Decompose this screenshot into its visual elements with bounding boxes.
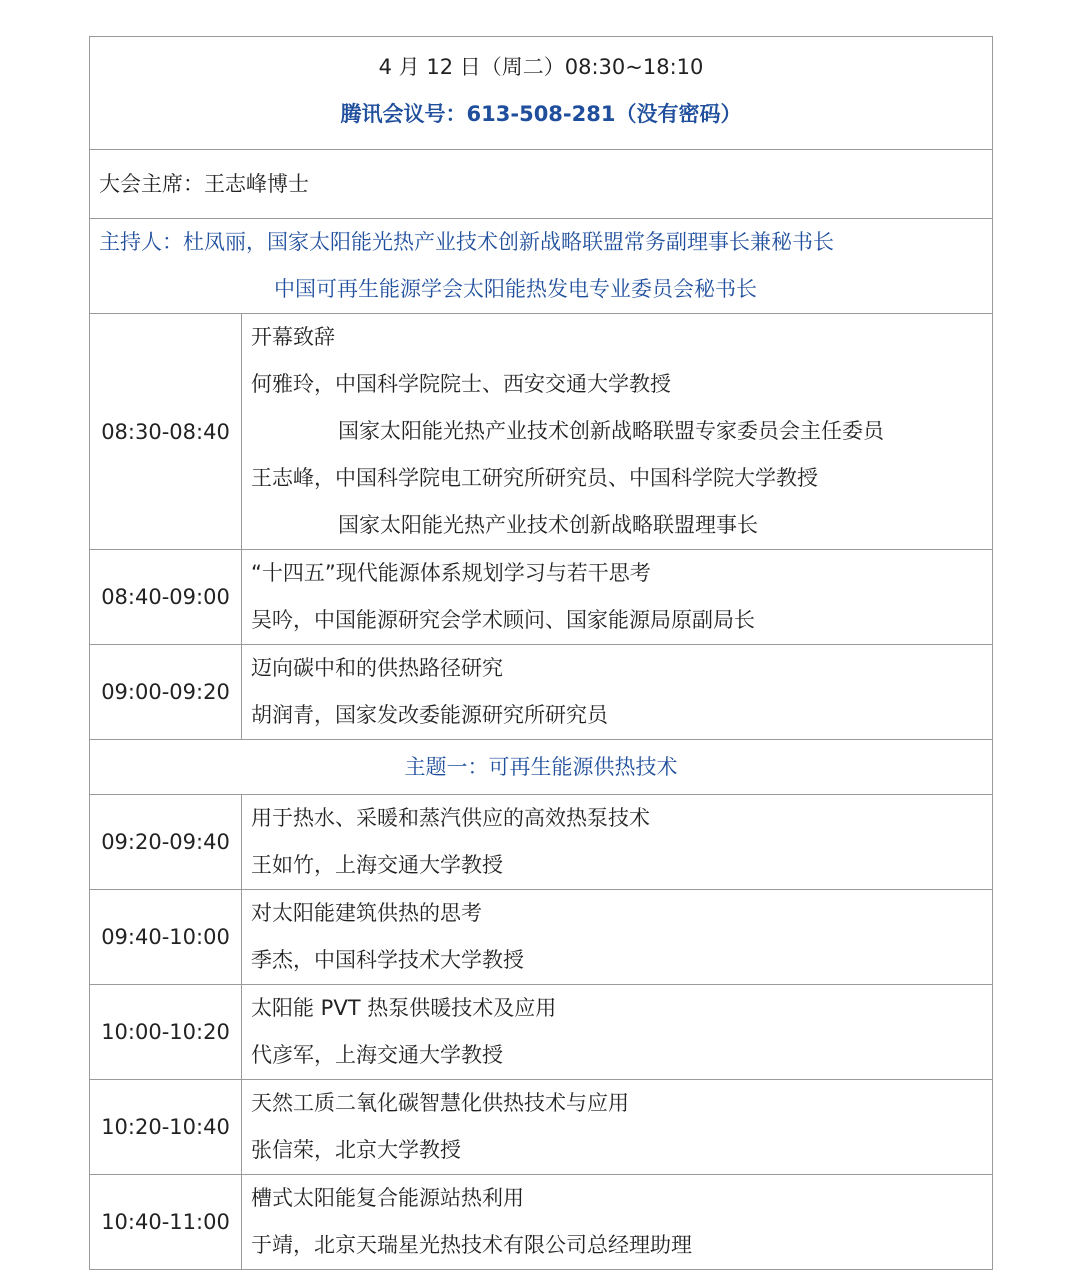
theme-row bbox=[90, 740, 993, 795]
session-time: 10:00-10:20 bbox=[90, 985, 242, 1080]
theme-cell bbox=[90, 740, 993, 795]
header-cell bbox=[90, 37, 993, 150]
session-speaker: 于靖，北京天瑞星光热技术有限公司总经理助理 bbox=[251, 1233, 692, 1257]
date-line: 4 月 12 日（周二）08:30~18:10 bbox=[378, 55, 704, 79]
chair-cell bbox=[90, 150, 993, 219]
meeting-id-line: 腾讯会议号：613-508-281（没有密码） bbox=[340, 102, 742, 126]
session-speaker: 王如竹，上海交通大学教授 bbox=[251, 853, 503, 877]
session-time: 08:30-08:40 bbox=[90, 314, 242, 550]
session-body bbox=[242, 645, 993, 740]
session-speaker: 代彦军，上海交通大学教授 bbox=[251, 1043, 503, 1067]
session-body bbox=[242, 1175, 993, 1270]
agenda-table bbox=[89, 36, 993, 1270]
host-cell bbox=[90, 219, 993, 314]
agenda-row bbox=[90, 985, 993, 1080]
chair-row bbox=[90, 150, 993, 219]
agenda-row-opening bbox=[90, 314, 993, 550]
session-time: 09:20-09:40 bbox=[90, 795, 242, 890]
agenda-row bbox=[90, 795, 993, 890]
session-time: 10:20-10:40 bbox=[90, 1080, 242, 1175]
session-title: 迈向碳中和的供热路径研究 bbox=[251, 656, 503, 680]
session-time: 10:40-11:00 bbox=[90, 1175, 242, 1270]
agenda-row bbox=[90, 1080, 993, 1175]
host-line-1: 主持人：杜凤丽，国家太阳能光热产业技术创新战略联盟常务副理事长兼秘书长 bbox=[99, 230, 834, 254]
session-speaker: 季杰，中国科学技术大学教授 bbox=[251, 948, 524, 972]
speaker-line: 王志峰，中国科学院电工研究所研究员、中国科学院大学教授 bbox=[251, 466, 818, 490]
session-time: 09:00-09:20 bbox=[90, 645, 242, 740]
session-speaker: 吴吟，中国能源研究会学术顾问、国家能源局原副局长 bbox=[251, 608, 755, 632]
chair-text: 大会主席：王志峰博士 bbox=[99, 171, 309, 196]
agenda-row bbox=[90, 550, 993, 645]
session-time: 09:40-10:00 bbox=[90, 890, 242, 985]
host-row bbox=[90, 219, 993, 314]
session-body bbox=[242, 890, 993, 985]
session-time: 08:40-09:00 bbox=[90, 550, 242, 645]
session-body bbox=[242, 985, 993, 1080]
session-body bbox=[242, 550, 993, 645]
session-title: 开幕致辞 bbox=[251, 325, 335, 349]
session-title: 太阳能 PVT 热泵供暖技术及应用 bbox=[251, 996, 557, 1020]
speaker-line: 何雅玲，中国科学院院士、西安交通大学教授 bbox=[251, 372, 671, 396]
session-title: 对太阳能建筑供热的思考 bbox=[251, 901, 482, 925]
speaker-line: 国家太阳能光热产业技术创新战略联盟理事长 bbox=[338, 513, 758, 537]
agenda-row bbox=[90, 890, 993, 985]
session-body bbox=[242, 314, 993, 550]
session-speaker: 张信荣，北京大学教授 bbox=[251, 1138, 461, 1162]
agenda-row bbox=[90, 645, 993, 740]
session-title: 槽式太阳能复合能源站热利用 bbox=[251, 1186, 524, 1210]
host-line-2: 中国可再生能源学会太阳能热发电专业委员会秘书长 bbox=[274, 277, 757, 301]
header-row bbox=[90, 37, 993, 150]
session-body bbox=[242, 1080, 993, 1175]
session-body bbox=[242, 795, 993, 890]
session-title: 用于热水、采暖和蒸汽供应的高效热泵技术 bbox=[251, 806, 650, 830]
agenda-row bbox=[90, 1175, 993, 1270]
theme-title: 主题一：可再生能源供热技术 bbox=[404, 754, 678, 779]
session-title: 天然工质二氧化碳智慧化供热技术与应用 bbox=[251, 1091, 629, 1115]
session-title: “十四五”现代能源体系规划学习与若干思考 bbox=[251, 561, 651, 585]
session-speaker: 胡润青，国家发改委能源研究所研究员 bbox=[251, 703, 608, 727]
speaker-line: 国家太阳能光热产业技术创新战略联盟专家委员会主任委员 bbox=[338, 419, 884, 443]
